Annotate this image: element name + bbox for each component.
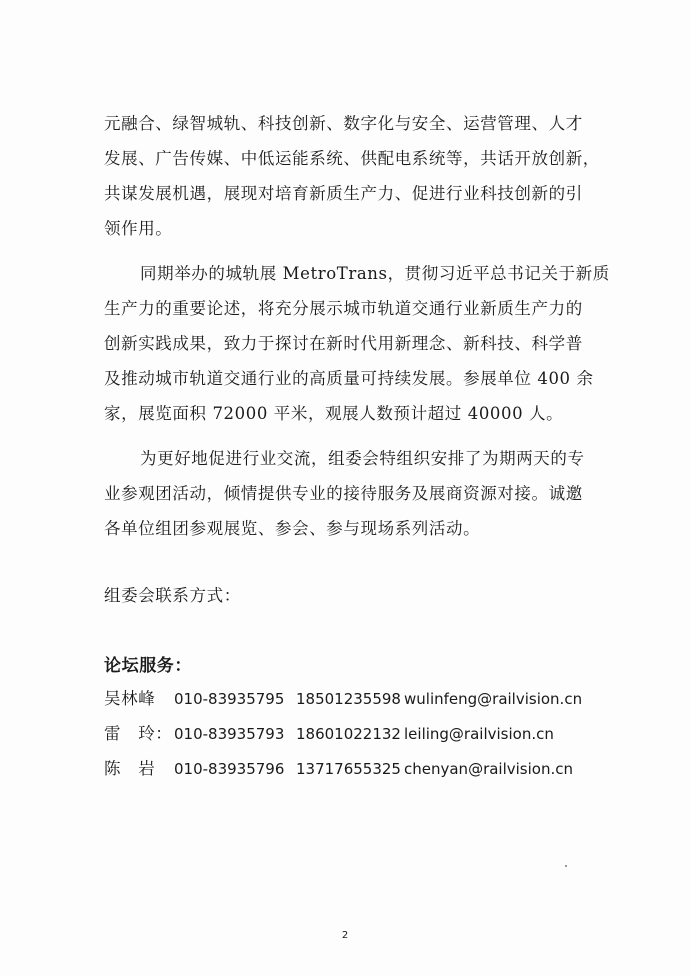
contact-row — [104, 754, 624, 789]
contact-mobile: 18501235598 — [296, 690, 401, 708]
text-line: 及推动城市轨道交通行业的高质量可持续发展。参展单位 400 余 — [104, 369, 594, 388]
contact-mobile: 18601022132 — [296, 725, 401, 743]
contact-phone: 010-83935795 — [174, 690, 285, 708]
contact-email[interactable]: wulinfeng@railvision.cn — [404, 690, 583, 708]
text-line: 生产力的重要论述，将充分展示城市轨道交通行业新质生产力的 — [104, 299, 583, 318]
contact-name: 陈 岩 — [104, 759, 156, 778]
text-line: 业参观团活动，倾情提供专业的接待服务及展商资源对接。诚邀 — [104, 484, 583, 503]
text-line: 发展、广告传媒、中低运能系统、供配电系统等，共话开放创新， — [104, 149, 600, 168]
contact-row — [104, 719, 624, 754]
text-line: 领作用。 — [104, 219, 173, 238]
scan-speck — [565, 865, 567, 867]
contact-phone: 010-83935793 — [174, 725, 285, 743]
contact-email[interactable]: leiling@railvision.cn — [404, 725, 554, 743]
contact-name: 吴林峰 — [104, 689, 156, 708]
text-line: 共谋发展机遇，展现对培育新质生产力、促进行业科技创新的引 — [104, 184, 583, 203]
text-line: 家，展览面积 72000 平米，观展人数预计超过 40000 人。 — [104, 404, 564, 423]
contact-name: 雷 玲： — [104, 724, 173, 743]
forum-service-heading: 论坛服务： — [104, 656, 192, 676]
page-number: 2 — [341, 930, 349, 941]
contact-mobile: 13717655325 — [296, 760, 401, 778]
contact-row — [104, 684, 624, 719]
text-line: 为更好地促进行业交流，组委会特组织安排了为期两天的专 — [140, 449, 585, 468]
paragraph-visit-invitation — [104, 441, 590, 546]
paragraph-forum-topics — [104, 106, 600, 246]
text-line: 各单位组团参观展览、参会、参与现场系列活动。 — [104, 519, 481, 538]
text-line: 同期举办的城轨展 MetroTrans，贯彻习近平总书记关于新质 — [140, 264, 610, 283]
contact-list — [104, 684, 624, 789]
contact-section-label: 组委会联系方式： — [104, 586, 241, 605]
text-line: 创新实践成果，致力于探讨在新时代用新理念、新科技、科学普 — [104, 334, 583, 353]
paragraph-metrotrans-exhibition — [104, 256, 610, 431]
contact-phone: 010-83935796 — [174, 760, 285, 778]
contact-email[interactable]: chenyan@railvision.cn — [404, 760, 573, 778]
text-line: 元融合、绿智城轨、科技创新、数字化与安全、运营管理、人才 — [104, 114, 583, 133]
